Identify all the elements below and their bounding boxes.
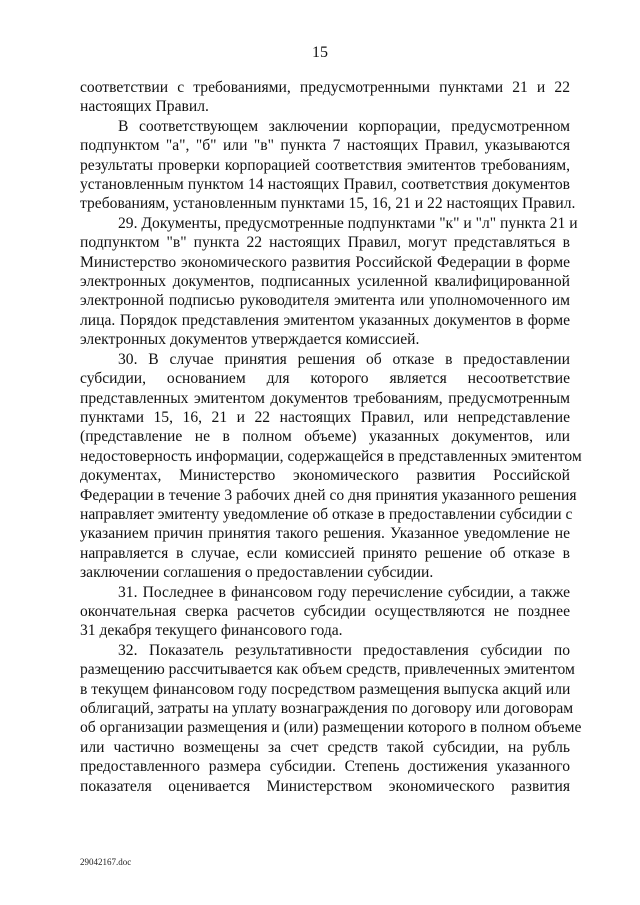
text-line: электронных документов утверждается комиссией. bbox=[80, 331, 420, 349]
text-line: об организации размещения и (или) размещении которого в полном объеме bbox=[80, 719, 582, 737]
text-line: (представление не в полном объеме) указанных документов, или bbox=[80, 428, 570, 446]
text-line: облигаций, затраты на уплату вознаграждения по договору или договорам bbox=[80, 700, 574, 717]
text-line: результаты проверки корпорацией соответствия эмитентов требованиям, bbox=[80, 156, 570, 174]
text-line: Федерации в течение 3 рабочих дней со дня принятия указанного решения bbox=[80, 486, 577, 504]
text-line: недостоверность информации, содержащейся в представленных эмитентом bbox=[80, 447, 582, 465]
text-line: Министерство экономического развития Российской Федерации в форме bbox=[80, 253, 570, 271]
text-line: соответствии с требованиями, предусмотренными пунктами 21 и 22 bbox=[80, 79, 570, 96]
text-line: электронных документов, подписанных усиленной квалифицированной bbox=[80, 273, 570, 291]
footer-filename: 29042167.doc bbox=[80, 857, 132, 867]
text-line: электронной подписью руководителя эмитента или уполномоченного им bbox=[80, 292, 570, 310]
text-line: лица. Порядок представления эмитентом указанных документов в форме bbox=[80, 311, 570, 329]
text-line: 32. Показатель результативности предоставления субсидии по bbox=[118, 641, 570, 659]
text-line: или частично возмещены за счет средств такой субсидии, на рубль bbox=[80, 738, 570, 756]
paragraph-conclusion bbox=[80, 117, 576, 214]
text-line: заключении соглашения о предоставлении субсидии. bbox=[80, 564, 434, 582]
text-line: подпунктом "а", "б" или "в" пункта 7 настоящих Правил, указываются bbox=[80, 137, 570, 155]
text-line: установленным пунктом 14 настоящих Правил, соответствия документов bbox=[80, 176, 570, 194]
text-line: предоставленного размера субсидии. Степень достижения указанного bbox=[80, 758, 570, 776]
text-line: подпунктом "в" пункта 22 настоящих Правил, могут представляться в bbox=[80, 234, 570, 252]
text-line: в текущем финансовом году посредством размещения выпуска акций или bbox=[80, 680, 571, 698]
paragraph-32 bbox=[80, 641, 582, 796]
text-line: представленных эмитентом документов требованиям, предусмотренным bbox=[80, 389, 570, 407]
text-line: пунктами 15, 16, 21 и 22 настоящих Правил, или непредставление bbox=[80, 408, 570, 426]
paragraph-29 bbox=[80, 214, 578, 350]
text-line: 29. Документы, предусмотренные подпунктами "к" и "л" пункта 21 и bbox=[118, 214, 578, 232]
text-line: В соответствующем заключении корпорации, предусмотренном bbox=[118, 117, 570, 135]
text-line: 31. Последнее в финансовом году перечисление субсидии, а также bbox=[118, 583, 570, 601]
document-body bbox=[80, 78, 582, 796]
text-line: субсидии, основанием для которого является несоответствие bbox=[80, 370, 570, 388]
page-number: 15 bbox=[312, 44, 328, 61]
text-line: требованиям, установленным пунктами 15, 16, 21 и 22 настоящих Правил. bbox=[80, 195, 576, 213]
text-line: настоящих Правил. bbox=[80, 98, 209, 116]
paragraph-30 bbox=[80, 350, 582, 583]
text-line: указанием причин принятия такого решения. Указанное уведомление не bbox=[80, 525, 570, 543]
text-line: 31 декабря текущего финансового года. bbox=[80, 622, 343, 640]
text-line: показателя оценивается Министерством экономического развития bbox=[80, 777, 570, 795]
paragraph-31 bbox=[80, 583, 570, 641]
text-line: 30. В случае принятия решения об отказе в предоставлении bbox=[118, 350, 570, 368]
text-line: окончательная сверка расчетов субсидии осуществляются не позднее bbox=[80, 602, 570, 620]
text-line: направляет эмитенту уведомление об отказе в предоставлении субсидии с bbox=[80, 505, 573, 523]
paragraph-continuation bbox=[80, 78, 570, 117]
text-line: направляется в случае, если комиссией принято решение об отказе в bbox=[80, 544, 570, 562]
text-line: размещению рассчитывается как объем средств, привлеченных эмитентом bbox=[80, 661, 575, 679]
text-line: документах, Министерство экономического развития Российской bbox=[80, 467, 570, 485]
